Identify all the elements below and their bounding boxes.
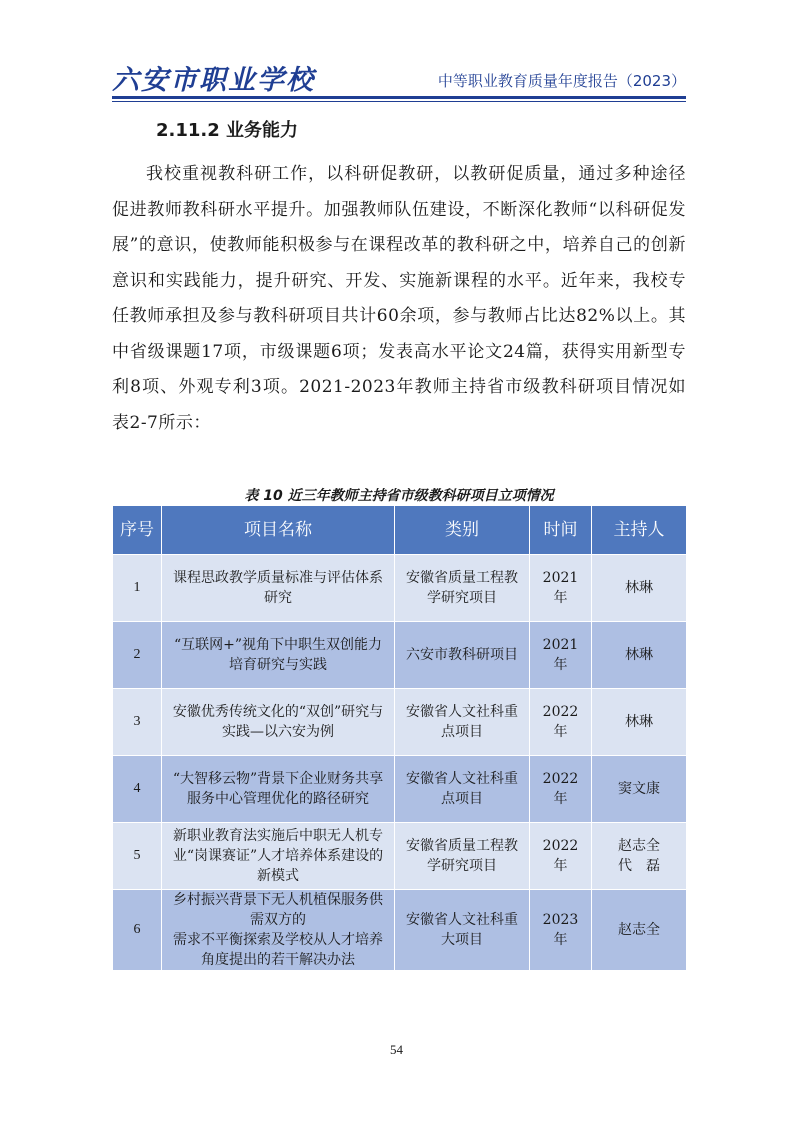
- cell-host: 林琳: [592, 689, 687, 756]
- page-header: [112, 58, 686, 100]
- cell-time: 2023年: [530, 890, 592, 971]
- header-host: 主持人: [592, 506, 687, 555]
- header-time: 时间: [530, 506, 592, 555]
- header-rule-thick: [112, 96, 686, 99]
- cell-time: 2022年: [530, 823, 592, 890]
- table-row: [113, 756, 687, 823]
- cell-project-name: 安徽优秀传统文化的“双创”研究与实践—以六安为例: [162, 689, 395, 756]
- cell-project-name: 课程思政教学质量标准与评估体系研究: [162, 555, 395, 622]
- body-paragraph: 我校重视教科研工作，以科研促教研，以教研促质量，通过多种途径促进教师教科研水平提升。加强教师队伍建设，不断深化教师“以科研促发展”的意识，使教师能积极参与在课程改革的教科研之中，培养自己的创新意识和实践能力，提升研究、开发、实施新课程的水平。近年来，我校专任教师承担及参与教科研项目共计60余项，参与教师占比达82%以上。其中省级课题17项，市级课题6项；发表高水平论文24篇，获得实用新型专利8项、外观专利3项。2021-2023年教师主持省市级教科研项目情况如表2-7所示：: [112, 164, 686, 433]
- cell-category: 安徽省质量工程教学研究项目: [395, 555, 530, 622]
- cell-category: 安徽省质量工程教学研究项目: [395, 823, 530, 890]
- cell-time: 2022年: [530, 689, 592, 756]
- header-category: 类别: [395, 506, 530, 555]
- cell-project-name: “大智移云物”背景下企业财务共享服务中心管理优化的路径研究: [162, 756, 395, 823]
- cell-host: 林琳: [592, 555, 687, 622]
- cell-category: 安徽省人文社科重大项目: [395, 890, 530, 971]
- cell-time: 2021年: [530, 622, 592, 689]
- table-caption: 表 10 近三年教师主持省市级教科研项目立项情况: [244, 488, 554, 504]
- cell-category: 安徽省人文社科重点项目: [395, 756, 530, 823]
- cell-seq: 4: [113, 756, 162, 823]
- cell-project-name: 乡村振兴背景下无人机植保服务供需双方的 需求不平衡探索及学校从人才培养角度提出的若干解决办法: [162, 890, 395, 971]
- table-row: [113, 890, 687, 971]
- projects-table: [112, 505, 687, 971]
- cell-host: 赵志全: [592, 890, 687, 971]
- cell-host: 赵志全 代 磊: [592, 823, 687, 890]
- cell-seq: 2: [113, 622, 162, 689]
- cell-seq: 3: [113, 689, 162, 756]
- cell-host: 窦文康: [592, 756, 687, 823]
- cell-time: 2021年: [530, 555, 592, 622]
- table-row: [113, 555, 687, 622]
- table-header-row: [113, 506, 687, 555]
- table-row: [113, 823, 687, 890]
- cell-host: 林琳: [592, 622, 687, 689]
- cell-category: 安徽省人文社科重点项目: [395, 689, 530, 756]
- table-row: [113, 622, 687, 689]
- header-project-name: 项目名称: [162, 506, 395, 555]
- cell-seq: 5: [113, 823, 162, 890]
- cell-seq: 1: [113, 555, 162, 622]
- header-seq: 序号: [113, 506, 162, 555]
- section-title: 2.11.2 业务能力: [156, 120, 299, 141]
- cell-project-name: “互联网+”视角下中职生双创能力培育研究与实践: [162, 622, 395, 689]
- school-logo: 六安市职业学校: [112, 65, 315, 96]
- header-rule-thin: [112, 101, 686, 102]
- cell-seq: 6: [113, 890, 162, 971]
- cell-category: 六安市教科研项目: [395, 622, 530, 689]
- page-number: 54: [390, 1042, 403, 1057]
- table-row: [113, 689, 687, 756]
- report-title: 中等职业教育质量年度报告（2023）: [437, 72, 686, 90]
- cell-time: 2022年: [530, 756, 592, 823]
- cell-project-name: 新职业教育法实施后中职无人机专业“岗课赛证”人才培养体系建设的新模式: [162, 823, 395, 890]
